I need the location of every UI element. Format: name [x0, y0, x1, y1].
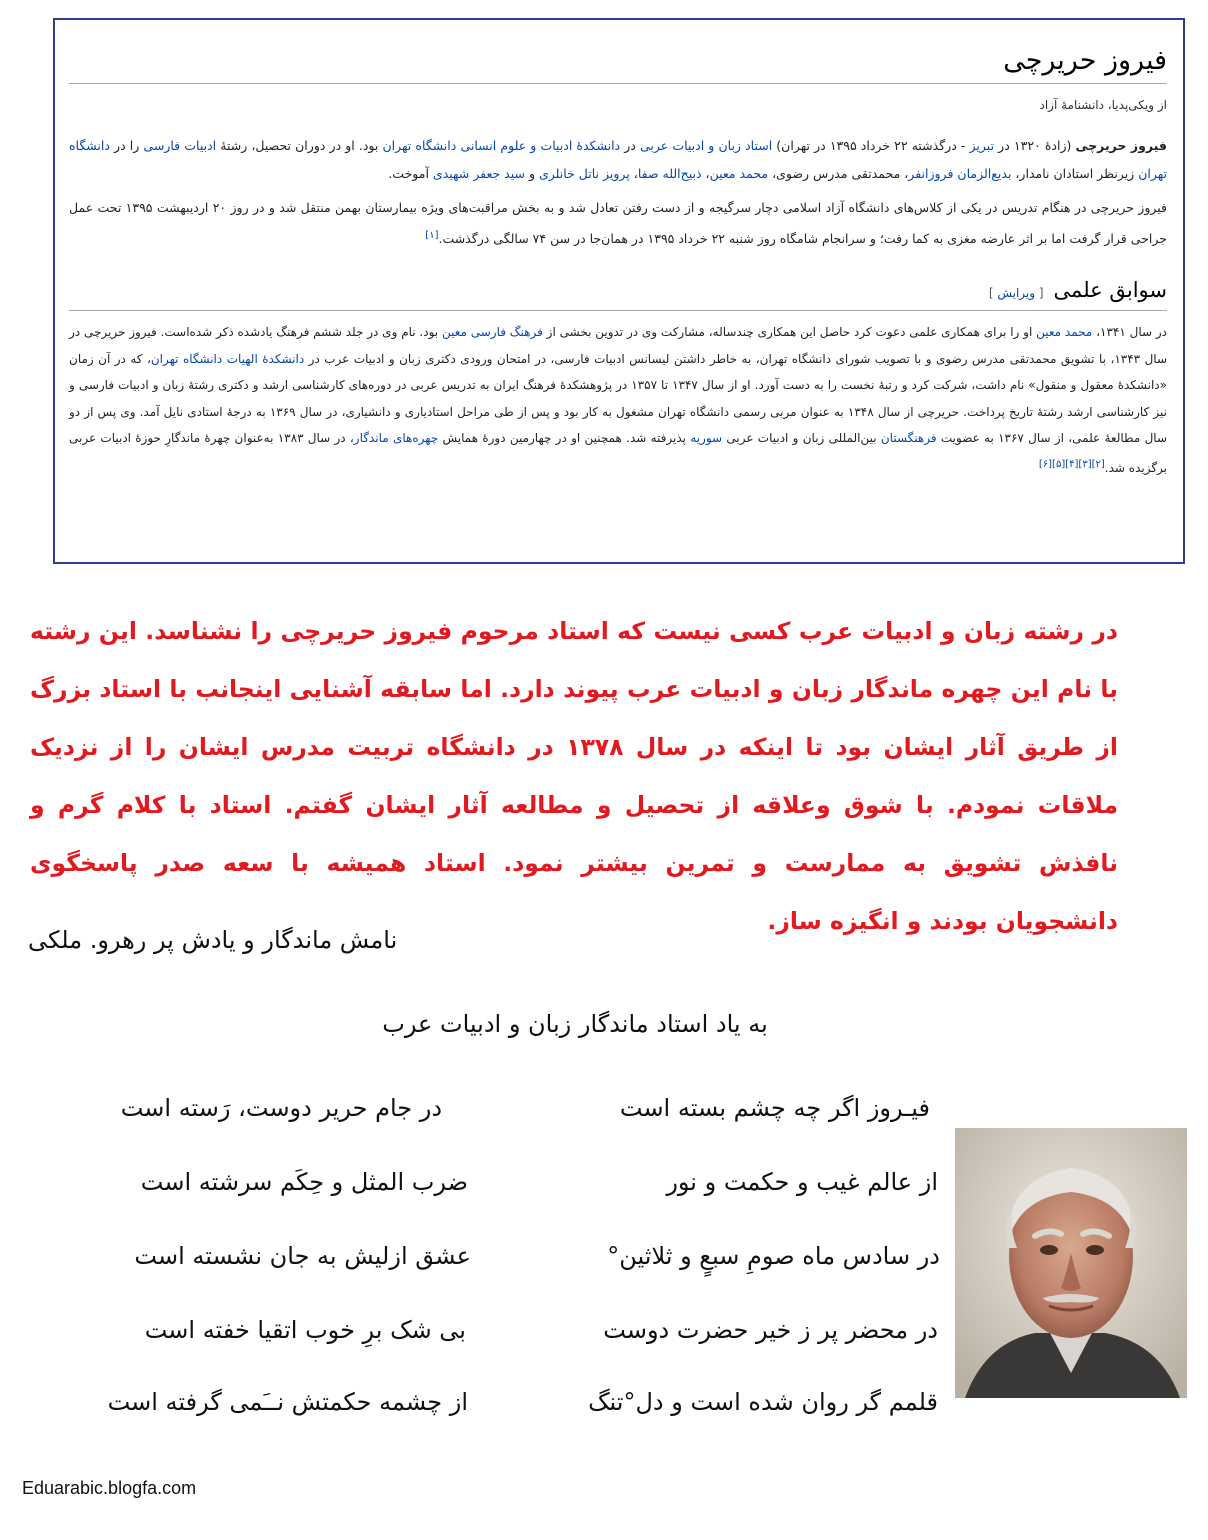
verse-left-2: ضرب المثل و حِکَم سرشته است [140, 1168, 468, 1196]
wiki-subject-name: فیروز حریرچی [1075, 138, 1167, 153]
link-elahiat-faculty[interactable]: دانشکدهٔ الهیات دانشگاه تهران [150, 351, 305, 366]
verse-right-2: از عالم غیب و حکمت و نور [666, 1168, 938, 1196]
link-khanlari[interactable]: پرویز ناتل خانلری [538, 166, 630, 181]
text: ، [629, 166, 638, 181]
verse-left-4: بی شک برِ خوب اتقیا خفته است [144, 1316, 466, 1344]
wiki-from-line: از ویکی‌پدیا، دانشنامهٔ آزاد [1039, 98, 1167, 112]
text: - درگذشته ۲۲ خرداد ۱۳۹۵ در تهران) [772, 138, 970, 153]
link-badiozzaman[interactable]: بدیع‌الزمان فروزانفر [908, 166, 1012, 181]
link-professor[interactable]: استاد زبان و ادبیات عربی [639, 138, 773, 153]
references-2-6[interactable]: [۲][۳][۴][۵][۶] [1038, 458, 1105, 470]
text: بود. او در دوران تحصیل، رشتهٔ [216, 138, 383, 153]
reference-1[interactable]: [۱] [425, 230, 439, 241]
portrait-illustration [955, 1128, 1187, 1398]
edit-link[interactable]: ویرایش [997, 286, 1036, 301]
link-moein[interactable]: محمد معین [709, 166, 769, 181]
tribute-paragraph: در رشته زبان و ادبیات عرب کسی نیست که استاد مرحوم فیروز حریرچی را نشناسد. این رشته با نام این چهره ماندگار زبان و ادبیات عرب پیوند دارد. اما سابقه آشنایی اینجانب با استاد بزرگ از طریق آثار ایشان بود تا اینکه در سال ۱۳۷۸ در دانشگاه تربیت مدرس ایشان را از نزدیک ملاقات نمودم. با شوق وعلاقه از تحصیل و مطالعه آثار ایشان گفتم. استاد با کلام گرم و نافذش تشویق به ممارست و تمرین بیشتر نمود. استاد همیشه با سعه صدر پاسخگوی دانشجویان بودند و انگیزه ساز. [30, 617, 1118, 935]
text: فیروز حریرچی در هنگام تدریس در یکی از کلاس‌های دانشگاه آزاد اسلامی دچار سرگیجه و از دست رفتن تعادل شد و به بخش مراقبت‌های ویژه بیمارستان بهمن منتقل شد و در روز ۲۰ اردیبهشت ۱۳۹۵ تحت عمل جراحی قرار گرفت اما بر اثر عارضه مغزی به کما رفت؛ و سرانجام شامگاه روز شنبه ۲۲ خرداد ۱۳۹۵ در همان‌جا در سن ۷۴ سالگی درگذشت. [69, 200, 1167, 247]
text: ، محمدتقی مدرس رضوی، [768, 166, 909, 181]
text: او را برای همکاری علمی دعوت کرد حاصل این همکاری چندساله، مشارکت وی در تدوین بخشی از [542, 325, 1037, 340]
text: ، که در آن زمان «دانشکدهٔ معقول و منقول» نام داشت، شرکت کرد و رتبهٔ نخست را به دست آورد. او از سال ۱۳۴۷ تا ۱۳۵۷ در پژوهشکدهٔ فرهنگ ایران به تدریس عربی در دوره‌های کارشناسی ارشد و دکتری رشتهٔ زبان و ادبیات فارسی و نیز کارشناسی ارشد رشتهٔ تاریخ پرداخت. حریرچی از سال ۱۳۴۸ به عنوان مربی رسمی دانشگاه تهران مشغول به کار بود و پس از طی مراحل استادیاری و دانشیاری، در سال ۱۳۶۹ به درجهٔ استادی نایل آمد. وی پس از دو سال مطالعهٔ علمی، از سال ۱۳۶۷ به عضویت [69, 351, 1168, 446]
text: در [620, 138, 640, 153]
poem-title: به یاد استاد ماندگار زبان و ادبیات عرب [382, 1010, 768, 1038]
wiki-page-title: فیروز حریرچی [69, 42, 1167, 84]
text: پذیرفته شد. همچنین او در چهارمین دورهٔ همایش [438, 431, 691, 446]
verse-left-3: عشق ازلیش به جان نشسته است [134, 1242, 471, 1270]
verse-right-5: قلمم گر روان شده است و دل°تنگ [588, 1388, 938, 1416]
link-farhangestan[interactable]: فرهنگستان [880, 431, 937, 446]
link-persian-literature[interactable]: ادبیات فارسی [143, 138, 217, 153]
link-tabriz[interactable]: تبریز [969, 138, 995, 153]
portrait-photo [955, 1128, 1187, 1398]
section-heading [69, 275, 1167, 311]
link-faculty[interactable]: دانشکدهٔ ادبیات و علوم انسانی دانشگاه تهران [382, 138, 621, 153]
text: و [525, 166, 539, 181]
link-safa[interactable]: ذبیح‌الله صفا [637, 166, 702, 181]
link-syria[interactable]: سوریه [690, 431, 723, 446]
text: را در [109, 138, 144, 153]
author-note: نامش ماندگار و یادش پر رهرو. ملکی [28, 926, 398, 954]
text: ، در سال ۱۳۸۳ به‌عنوان چهرهٔ ماندگارِ حوزهٔ ادبیات عربی برگزیده شد. [69, 431, 1167, 475]
edit-section-link [989, 286, 1044, 300]
verse-right-1: فیـروز اگر چه چشم بسته است [619, 1094, 930, 1122]
bracket: [ [1035, 286, 1044, 301]
link-farhang-moein[interactable]: فرهنگ فارسی معین [441, 325, 543, 340]
section-title: سوابق علمی [1053, 278, 1167, 303]
verse-right-4: در محضر پر ز خیر حضرت دوست [603, 1316, 938, 1344]
bracket: ] [988, 286, 998, 301]
wikipedia-excerpt [53, 18, 1185, 564]
link-university-tehran[interactable]: دانشگاه تهران [69, 138, 1167, 181]
text: زیرنظر استادان نامدار، [1011, 166, 1139, 181]
text: ، [701, 166, 710, 181]
wiki-academic-paragraph [69, 319, 1167, 481]
text: بین‌المللی زبان و ادبیات عربی [722, 431, 881, 446]
link-moein-2[interactable]: محمد معین [1036, 325, 1093, 340]
text: آموخت. [388, 166, 433, 181]
footer-site-url[interactable]: Eduarabic.blogfa.com [22, 1478, 197, 1498]
wiki-intro-paragraph [69, 132, 1167, 188]
text: بود. نام وی در جلد ششم فرهنگ یادشده ذکر شده‌است. فیروز حریرچی در سال ۱۳۴۳، با تشویق محمدتقی مدرس رضوی و با تصویب شورای دانشگاه تهران، به خاطر داشتن لیسانس ادبیات فارسی، در امتحان ورودی دکتری زبان و ادبیات عرب در [69, 325, 1167, 366]
verse-left-1: در جام حریر دوست، رَسته است [120, 1094, 442, 1122]
link-chehreha[interactable]: چهره‌های ماندگار [353, 431, 439, 446]
verse-right-3: در سادس ماه صومِ سبعٍ و ثلاثین° [607, 1242, 940, 1270]
link-shahidi[interactable]: سید جعفر شهیدی [432, 166, 525, 181]
text: در سال ۱۳۴۱، [1092, 325, 1168, 340]
wiki-death-paragraph [69, 194, 1167, 253]
verse-left-5: از چشمه حکمتش نــَمی گرفته است [107, 1388, 468, 1416]
text: (زادهٔ ۱۳۲۰ در [994, 138, 1076, 153]
